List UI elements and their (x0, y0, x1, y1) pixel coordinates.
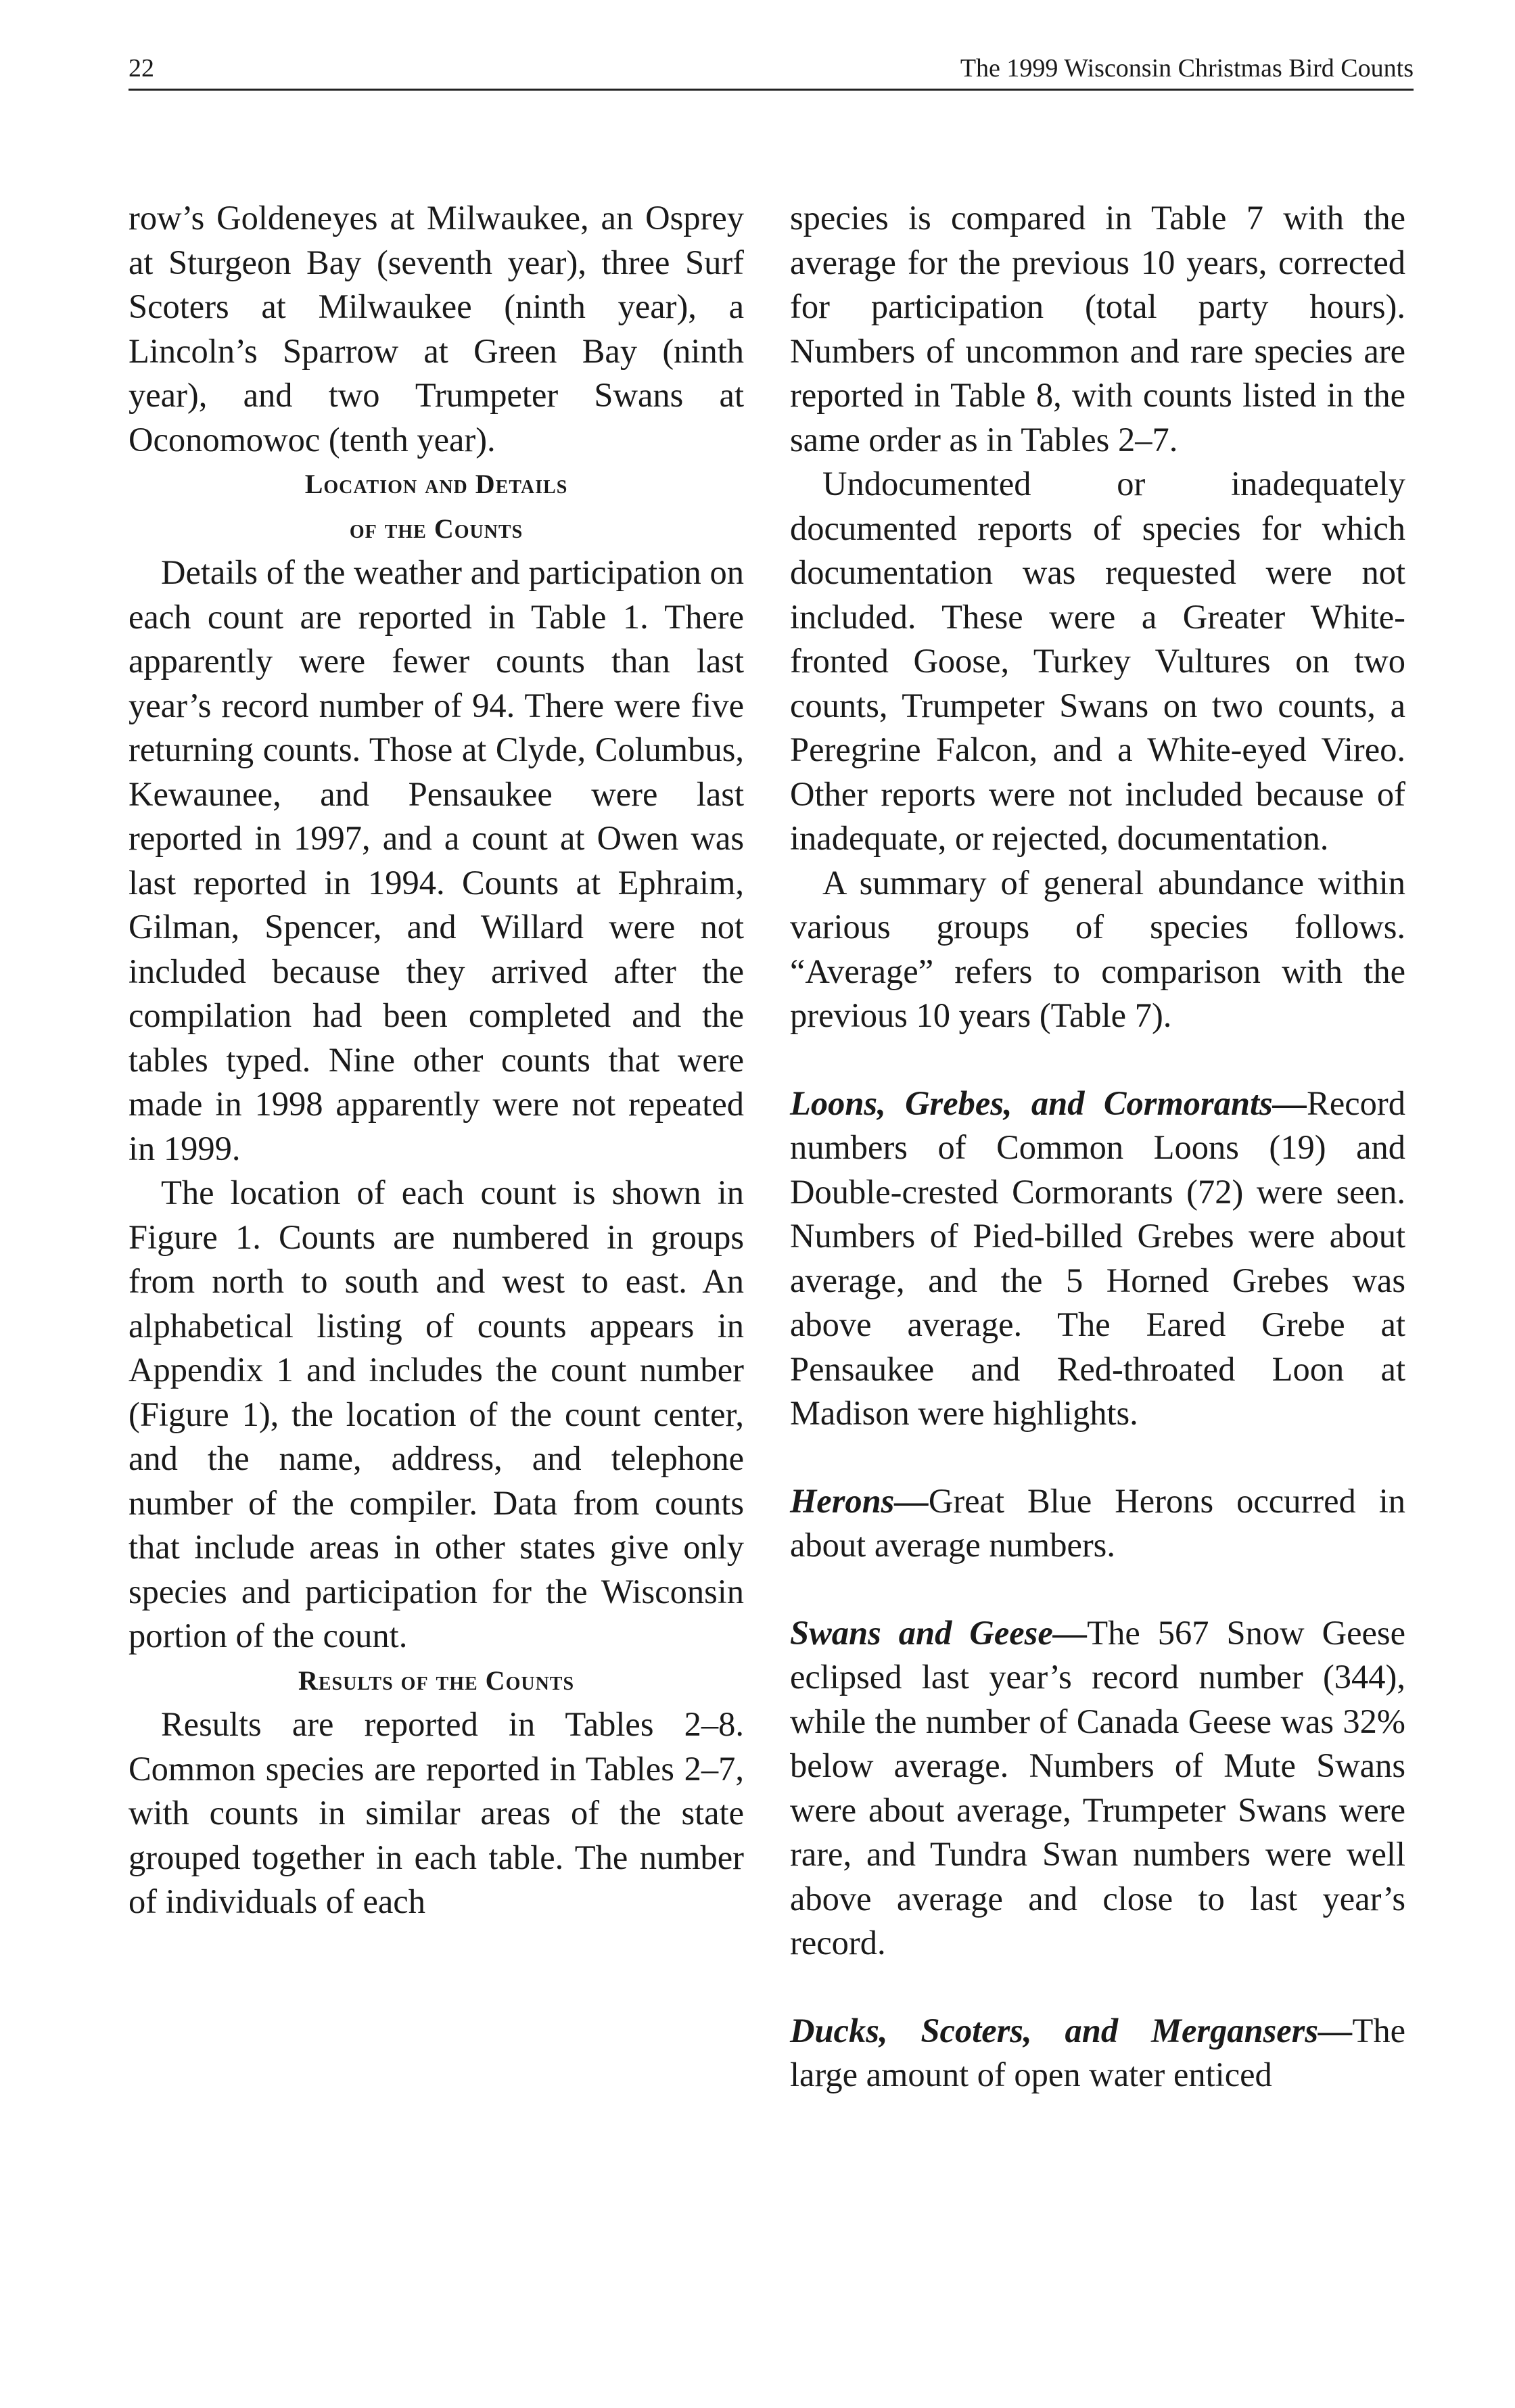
left-column (129, 196, 744, 1924)
right-column (790, 196, 1405, 2098)
ducks-text: The large amount of open water enticed (790, 2011, 1405, 2093)
loons-text: Record numbers of Common Loons (19) and Double-crested Cormorants (72) were seen. Numbers of Pied-billed Grebes were about average, and the 5 Horned Grebes was above average. The Eared Grebe at Pensaukee and Red-throated Loon at Madison were highlights. (790, 1084, 1405, 1432)
summary-paragraph: A summary of general abundance within various groups of species follows. “Average” refers to comparison with the previous 10 years (Table 7). (790, 863, 1405, 1034)
location-paragraph-1: Details of the weather and participation on each count are reported in Table 1. There apparently were fewer counts than last year’s record number of 94. There were five returning counts. Those at Clyde, Columbus, Kewaunee, and Pensaukee were last reported in 1997, and a count at Owen was last reported in 1994. Counts at Ephraim, Gilman, Spencer, and Willard were not included because they arrived after the compilation had been completed and the tables typed. Nine other counts that were made in 1998 apparently were not repeated in 1999. (129, 553, 744, 1167)
ducks-lead: Ducks, Scoters, and Mergansers— (790, 2011, 1353, 2050)
results-heading: Results of the Counts (298, 1665, 575, 1696)
location-heading-line1: Location and Details (304, 469, 568, 499)
page-number: 22 (129, 54, 154, 83)
location-paragraph-2: The location of each count is shown in Figure 1. Counts are numbered in groups from north to south and west to east. An alphabetical listing of counts appears in Appendix 1 and includes the count number (Figure 1), the location of the count center, and the name, address, and telephone number of the compiler. Data from counts that include areas in other states give only species and participation for the Wisconsin portion of the count. (129, 1174, 744, 1654)
running-head (129, 53, 1414, 91)
ducks-paragraph (790, 2009, 1405, 2098)
results-paragraph-1: Results are reported in Tables 2–8. Common species are reported in Tables 2–7, with counts in similar areas of the state grouped together in each table. The number of individuals of each (129, 1705, 744, 1920)
swans-text: The 567 Snow Geese eclipsed last year’s record number (344), while the number of Canada Geese was 32% below average. Numbers of Mute Swans were about average, Trumpeter Swans were rare, and Tundra Swan numbers were well above average and close to last year’s record. (790, 1613, 1405, 1962)
continued-paragraph-left: row’s Goldeneyes at Milwaukee, an Osprey at Sturgeon Bay (seventh year), three Surf Scoters at Milwaukee (ninth year), a Lincoln’s Sparrow at Green Bay (ninth year), and two Trumpeter Swans at Oconomowoc (tenth year). (129, 199, 744, 459)
continued-paragraph-right: species is compared in Table 7 with the average for the previous 10 years, corrected for participation (total party hours). Numbers of uncommon and rare species are reported in Table 8, with counts listed in the same order as in Tables 2–7. (790, 199, 1405, 459)
loons-lead: Loons, Grebes, and Cormorants— (790, 1084, 1307, 1122)
herons-paragraph (790, 1479, 1405, 1568)
location-heading-line2: of the Counts (349, 513, 523, 544)
loons-paragraph (790, 1082, 1405, 1436)
running-title: The 1999 Wisconsin Christmas Bird Counts (960, 54, 1414, 83)
herons-lead: Herons— (790, 1481, 929, 1520)
undocumented-paragraph: Undocumented or inadequately documented reports of species for which documentation was requested were not included. These were a Greater White-fronted Goose, Turkey Vultures on two counts, Trumpeter Swans on two counts, a Peregrine Falcon, and a White-eyed Vireo. Other reports were not included because of inadequate, or rejected, documentation. (790, 465, 1405, 857)
swans-paragraph (790, 1611, 1405, 1966)
herons-text: Great Blue Herons occurred in about average numbers. (790, 1481, 1405, 1564)
location-heading (129, 462, 744, 551)
swans-lead: Swans and Geese— (790, 1613, 1088, 1652)
